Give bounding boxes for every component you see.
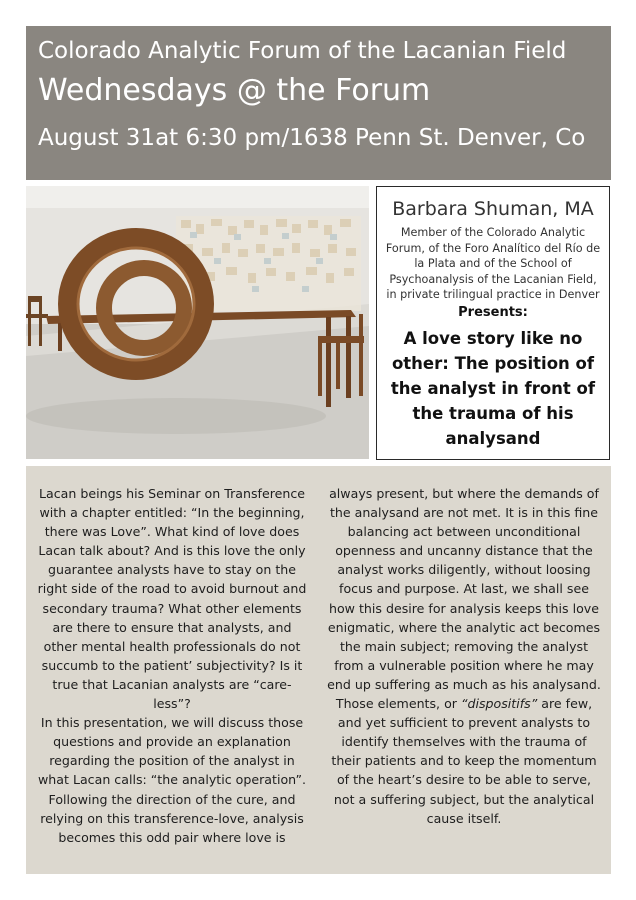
- presenter-box: [376, 186, 610, 460]
- abstract-text: always present, but where the demands of the analysand are not met. It is in this fine balancing act between unconditional openness and uncanny distance that the analyst works diligently, without loosing focus and purpose. At last, we shall see how this desire for analysis keeps this love enigmatic, where the analytic act becomes the main subject; removing the analyst from a vulnerable position where he may end up suffering as much as his analysand. Those elements, or: [327, 486, 601, 712]
- event-header: [26, 26, 611, 180]
- abstract-panel: [26, 466, 611, 874]
- abstract-paragraph: In this presentation, we will discuss those questions and provide an explanation regarding the position of the analyst in what Lacan calls: “the analytic operation”. Following the direction of the cure, and relying on this transference-love, analysis becomes this odd pair where love is: [38, 715, 306, 845]
- abstract-left-column: [34, 484, 310, 847]
- presenter-bio: Member of the Colorado Analytic Forum, of the Foro Analítico del Río de la Plata and of the School of Psychoanalysis of the Lacanian Field, in private trilingual practice in Denver: [385, 226, 601, 301]
- talk-title: A love story like no other: The position of the analyst in front of the trauma of his analysand: [390, 328, 596, 448]
- sculpture-photo: [26, 186, 369, 459]
- abstract-right-column: [326, 484, 602, 828]
- abstract-paragraph: Lacan beings his Seminar on Transference with a chapter entitled: “In the beginning, there was Love”. What kind of love does Lacan talk about? And is this love the only guarantee analysts have to stay on the right side of the road to avoid burnout and secondary trauma? What other elements are there to ensure that analysts, and other mental health professionals do not succumb to the patient’ subjectivity? Is it true that Lacanian analysts are “care-less”?: [37, 486, 307, 712]
- abstract-paragraph: [326, 484, 602, 828]
- abstract-text: are few, and yet sufficient to prevent analysts to identify themselves with the trauma of their patients and to keep the momentum of the heart’s desire to be able to serve, not a suffering subject, but the analytical cause itself.: [331, 696, 597, 826]
- dispositifs-term: “dispositifs”: [460, 696, 538, 712]
- presenter-name: Barbara Shuman, MA: [392, 198, 594, 220]
- date-location: August 31at 6:30 pm/1638 Penn St. Denver, Co: [38, 125, 586, 151]
- series-title: Wednesdays @ the Forum: [38, 73, 431, 108]
- presents-label: Presents:: [458, 304, 528, 320]
- organization-name: Colorado Analytic Forum of the Lacanian Field: [38, 38, 567, 64]
